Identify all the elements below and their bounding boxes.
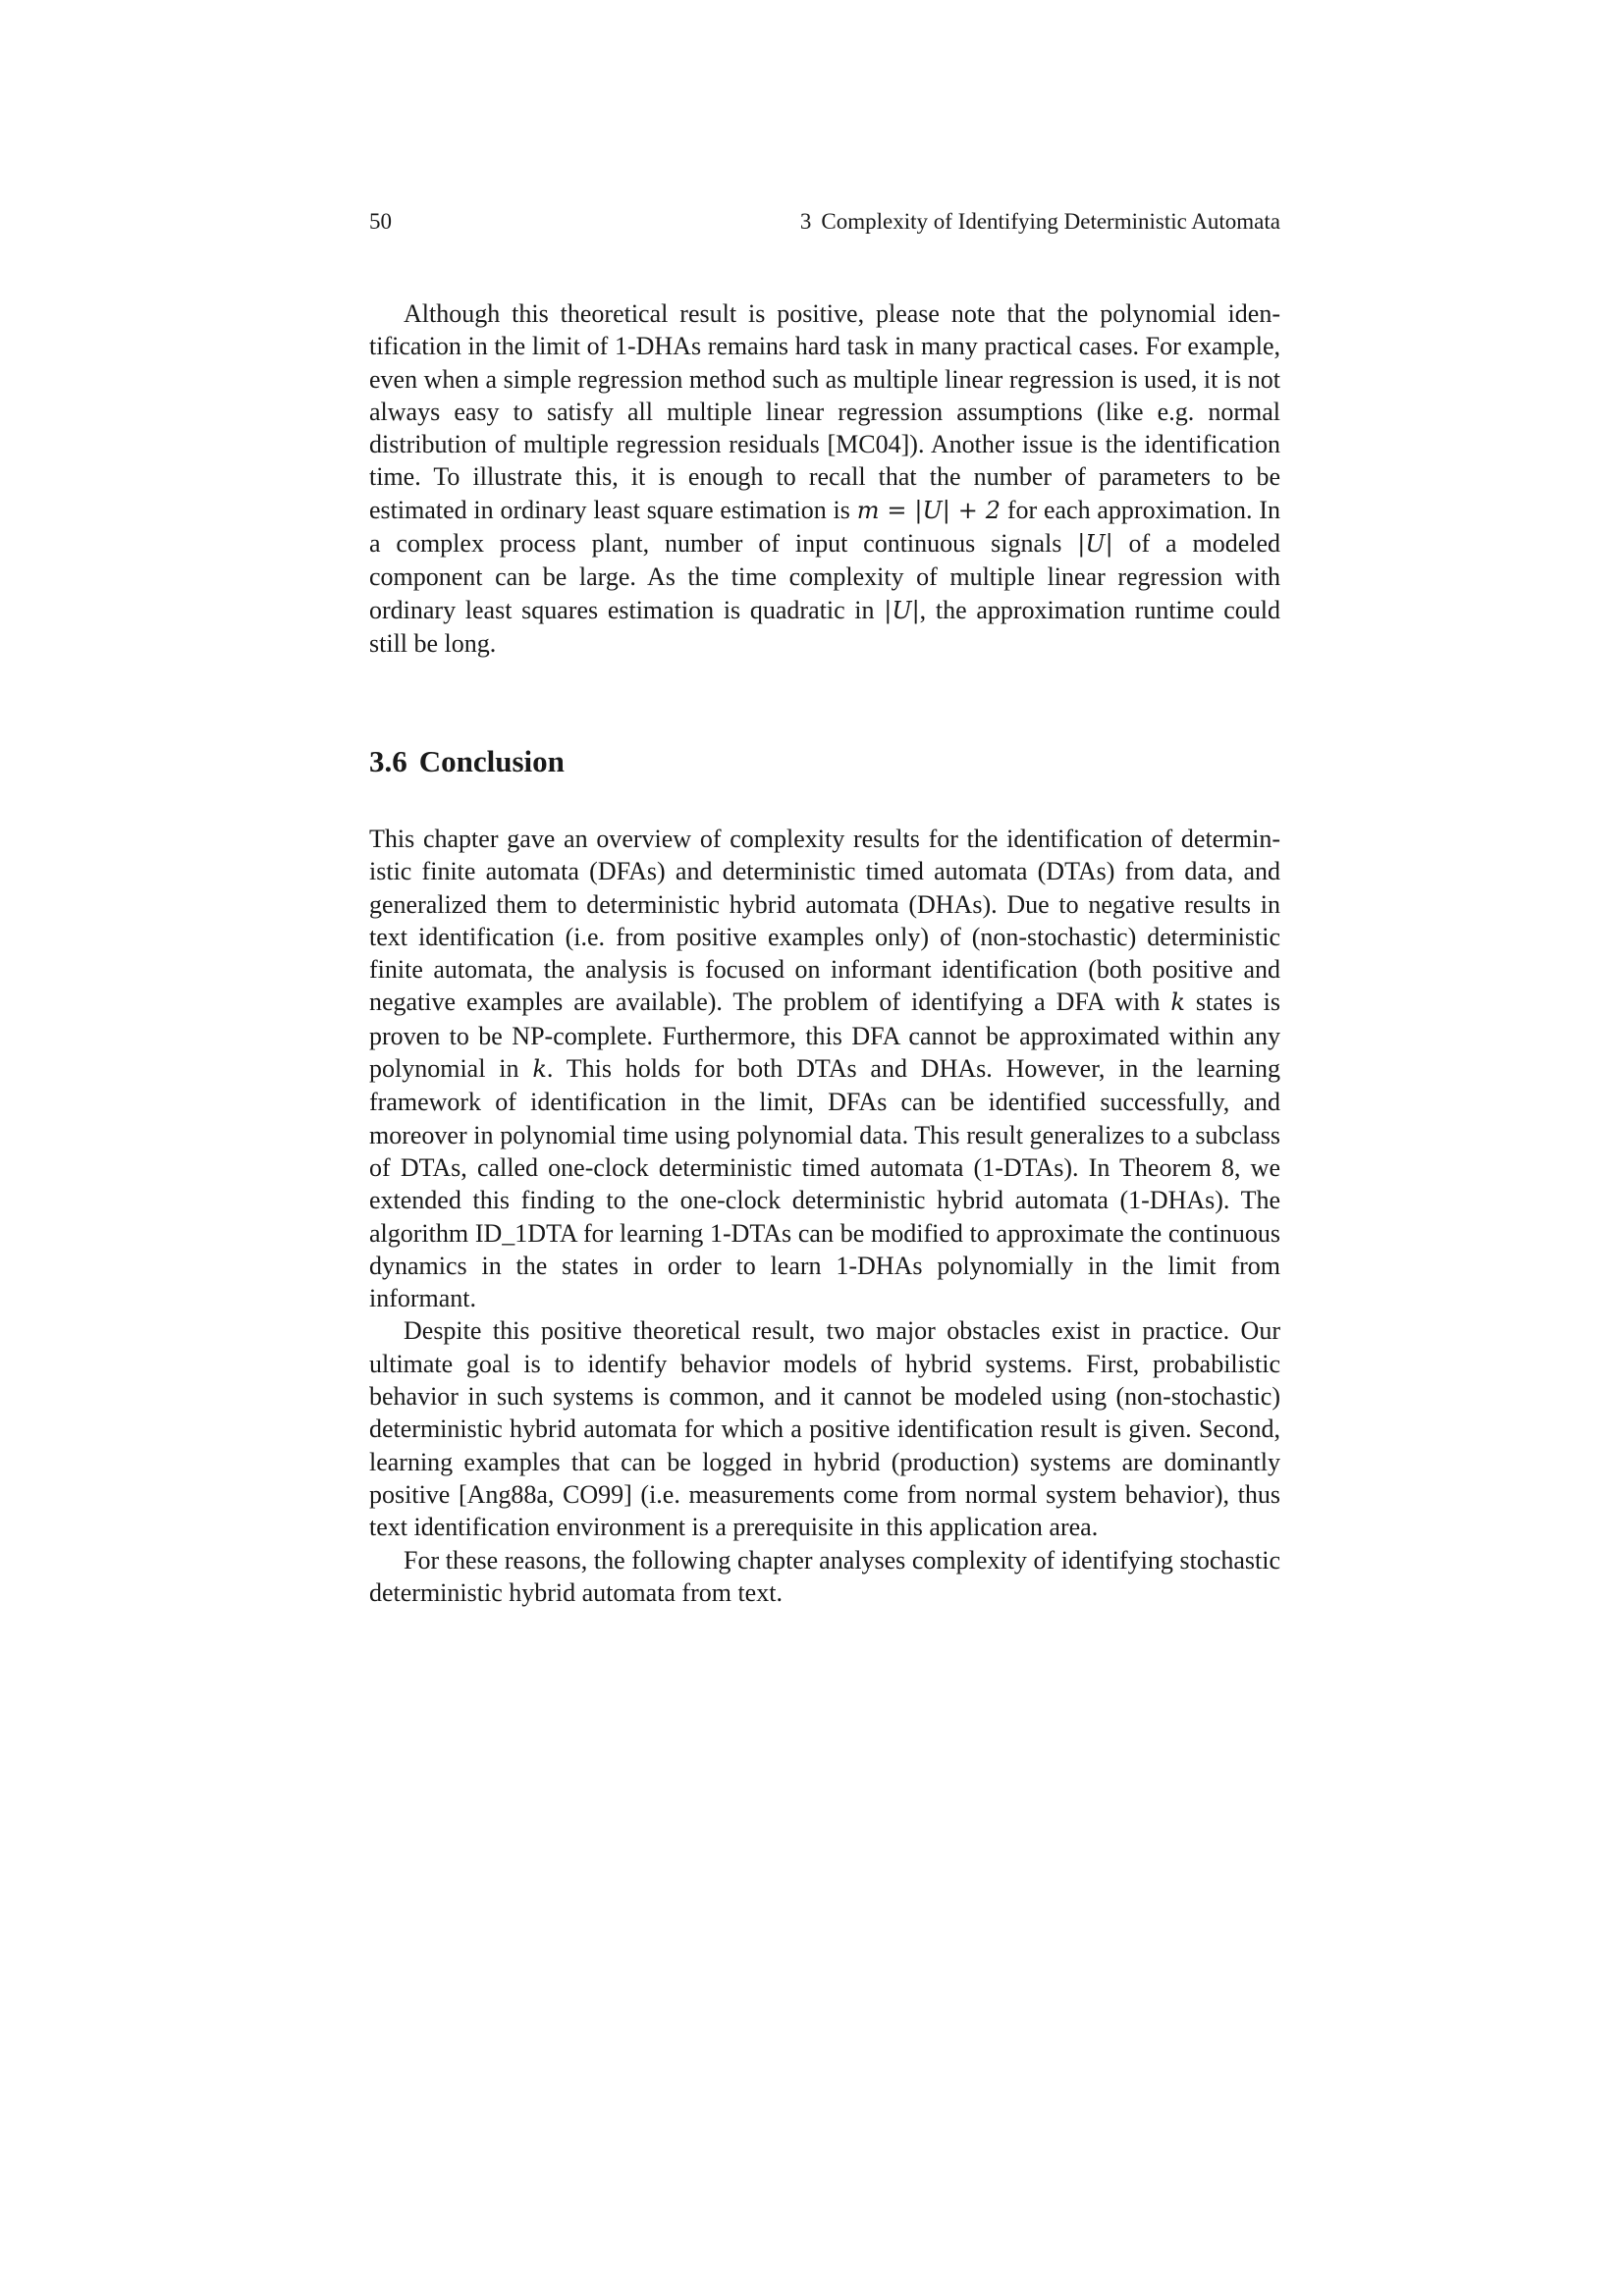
paragraph-text: Although this theoretical result is positive, please note that the polynomial identification in the limit of 1-DHAs remains hard task in many practical cases. For example, even when a simple regression method such as multiple linear regression is used, it is not always easy to satisfy all multiple linear regression assumptions (like e.g. normal distribution of multiple regression residuals [MC04]). Another issue is the identification time. To illustrate this, it is enough to recall that the number of parameters to be estimated in ordinary least square estimation is xyxy=(369,299,1280,524)
paragraph-practical-obstacles: Despite this positive theoretical result, two major obstacles exist in practice. Our ultimate goal is to identify behavior models of hybrid systems. First, probabilistic behavior in such systems is common, and it cannot be modeled using (non-stochastic) deterministic hybrid automata for which a positive identification result is given. Second, learning examples that can be logged in hybrid (production) systems are dominantly positive [Ang88a, CO99] (i.e. measurements come from normal system behavior), thus text identification environment is a prerequisite in this application area. xyxy=(369,1316,1280,1542)
page-number: 50 xyxy=(369,209,392,234)
paragraph-text: states is proven to be NP-complete. Furthermore, this DFA cannot be approximated within any polynomial in xyxy=(369,988,1280,1084)
chapter-number: 3 xyxy=(799,209,812,234)
math-formula: |U| xyxy=(884,596,920,624)
section-number: 3.6 xyxy=(369,744,407,778)
running-title xyxy=(800,208,1280,236)
section-heading xyxy=(369,743,565,780)
paragraph-text: . This holds for both DTAs and DHAs. However, in the learning framework of identification in the limit, DFAs can be identified successfully, and moreover in polynomial time using polynomial data. This result generalizes to a subclass of DTAs, called one-clock deterministic timed automata (1-DTAs). In Theorem 8, we extended this finding to the one-clock deterministic hybrid automata (1-DHAs). The algorithm ID_1DTA for learning 1-DTAs can be modified to approximate the continuous dynamics in the states in order to learn 1-DHAs polynomially in the limit from informant. xyxy=(369,1054,1280,1313)
section-title: Conclusion xyxy=(418,744,565,778)
math-variable: k xyxy=(532,1055,547,1084)
paragraph-text: , the approximation runtime could still be long. xyxy=(369,595,1281,658)
paragraph-text: This chapter gave an overview of complexity results for the identification of deterministic finite automata (DFAs) and deterministic timed automata (DTAs) from data, and generalized them to deterministic hybrid automata (DHAs). Due to negative results in text identification (i.e. from positive examples only) of (non-stochastic) deterministic finite automata, the analysis is focused on informant identification (both positive and negative examples are available). The problem of identifying a DFA with xyxy=(369,825,1280,1017)
paragraph-chapter-overview xyxy=(369,823,1280,1314)
intro-text-block xyxy=(369,297,1280,660)
paragraph-text: of a modeled component can be large. As the time complexity of multiple linear regression with ordinary least squares estimation is quadratic in xyxy=(369,529,1280,624)
math-formula: |U| xyxy=(1077,530,1113,559)
math-formula: m = |U| + 2 xyxy=(856,496,1001,524)
chapter-title: Complexity of Identifying Deterministic Automata xyxy=(821,209,1280,234)
math-variable: k xyxy=(1170,988,1185,1017)
paragraph-next-chapter: For these reasons, the following chapter analyses complexity of identifying stochastic deterministic hybrid automata from text. xyxy=(369,1545,1280,1607)
conclusion-text-block xyxy=(369,823,1280,1609)
paragraph-text: for each approximation. In a complex process plant, number of input continuous signals xyxy=(369,495,1280,559)
paragraph-polynomial-identification xyxy=(369,297,1280,660)
